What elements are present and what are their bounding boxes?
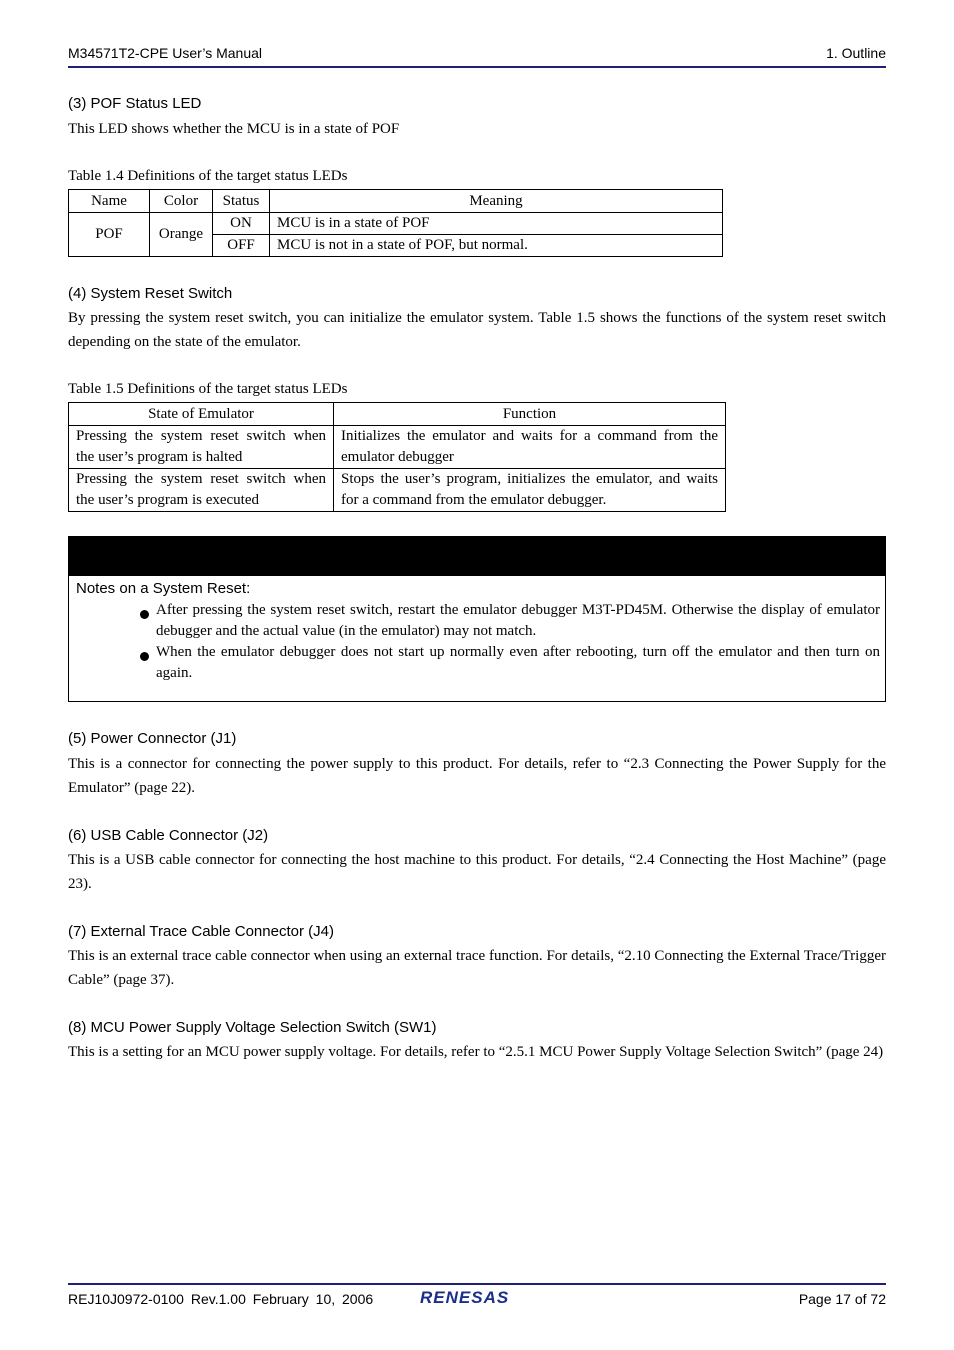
footer-doc-id: REJ10J0972-0100 Rev.1.00 February 10, 2006 xyxy=(68,1291,374,1307)
table-1-4 xyxy=(68,189,723,257)
header-section: 1. Outline xyxy=(826,45,886,61)
table-header-row xyxy=(69,190,723,213)
notes-list xyxy=(140,600,880,684)
table-header-row xyxy=(69,403,726,426)
section-8-heading: (8) MCU Power Supply Voltage Selection Switch (SW1) xyxy=(68,1019,437,1036)
notes-title: Notes on a System Reset: xyxy=(76,580,251,597)
warning-banner xyxy=(68,536,886,576)
table-header-cell: Name xyxy=(69,190,150,213)
section-6-heading: (6) USB Cable Connector (J2) xyxy=(68,827,269,844)
table-header-cell: Status xyxy=(213,190,270,213)
table-header-cell: Function xyxy=(334,403,726,426)
table-cell: POF xyxy=(69,213,150,257)
note-text: After pressing the system reset switch, restart the emulator debugger M3T-PD45M. Otherwise the display of emulator debugger and the actual value (in the emulator) may not match. xyxy=(156,602,880,639)
table-header-cell: Meaning xyxy=(270,190,723,213)
table-cell: Initializes the emulator and waits for a command from the emulator debugger xyxy=(334,426,726,469)
table-cell: Orange xyxy=(150,213,213,257)
footer-rule xyxy=(68,1283,886,1285)
renesas-logo: RENESAS xyxy=(420,1288,510,1307)
section-5-heading: (5) Power Connector (J1) xyxy=(68,730,237,747)
list-item xyxy=(140,600,880,642)
table-header-cell: State of Emulator xyxy=(69,403,334,426)
section-3-heading: (3) POF Status LED xyxy=(68,95,202,112)
section-7-text: This is an external trace cable connector when using an external trace function. For details, “2.10 Connecting the External Trace/Trigger Cable” (page 37). xyxy=(68,948,886,988)
section-4-heading: (4) System Reset Switch xyxy=(68,285,233,302)
table-1-5-caption: Table 1.5 Definitions of the target status LEDs xyxy=(68,381,348,397)
table-row xyxy=(69,469,726,512)
table-header-cell: Color xyxy=(150,190,213,213)
note-text: When the emulator debugger does not start up normally even after rebooting, turn off the emulator and then turn on again. xyxy=(156,644,880,681)
table-1-4-caption: Table 1.4 Definitions of the target status LEDs xyxy=(68,168,348,184)
bullet-icon xyxy=(140,600,156,624)
footer-page-number: Page 17 of 72 xyxy=(798,1291,886,1307)
section-4-text: By pressing the system reset switch, you can initialize the emulator system. Table 1.5 shows the functions of the system reset switch depending on the state of the emulator. xyxy=(68,310,886,350)
section-6-text: This is a USB cable connector for connecting the host machine to this product. For details, “2.4 Connecting the Host Machine” (page 23). xyxy=(68,852,886,892)
section-8-text: This is a setting for an MCU power supply voltage. For details, refer to “2.5.1 MCU Power Supply Voltage Selection Switch” (page 24) xyxy=(68,1044,884,1060)
table-row xyxy=(69,213,723,235)
section-7-heading: (7) External Trace Cable Connector (J4) xyxy=(68,923,334,940)
list-item xyxy=(140,642,880,684)
header-doc-title: M34571T2-CPE User’s Manual xyxy=(68,45,263,61)
table-cell: MCU is not in a state of POF, but normal. xyxy=(270,235,723,257)
section-3-text: This LED shows whether the MCU is in a state of POF xyxy=(68,121,400,137)
table-cell: Pressing the system reset switch when the user’s program is executed xyxy=(69,469,334,512)
section-5-text: This is a connector for connecting the power supply to this product. For details, refer to “2.3 Connecting the Power Supply for the Emulator” (page 22). xyxy=(68,756,886,796)
table-cell: OFF xyxy=(213,235,270,257)
table-cell: Pressing the system reset switch when the user’s program is halted xyxy=(69,426,334,469)
table-cell: MCU is in a state of POF xyxy=(270,213,723,235)
table-row xyxy=(69,426,726,469)
header-rule xyxy=(68,66,886,68)
bullet-icon xyxy=(140,642,156,666)
table-cell: Stops the user’s program, initializes the emulator, and waits for a command from the emulator debugger. xyxy=(334,469,726,512)
table-cell: ON xyxy=(213,213,270,235)
table-1-5 xyxy=(68,402,726,512)
